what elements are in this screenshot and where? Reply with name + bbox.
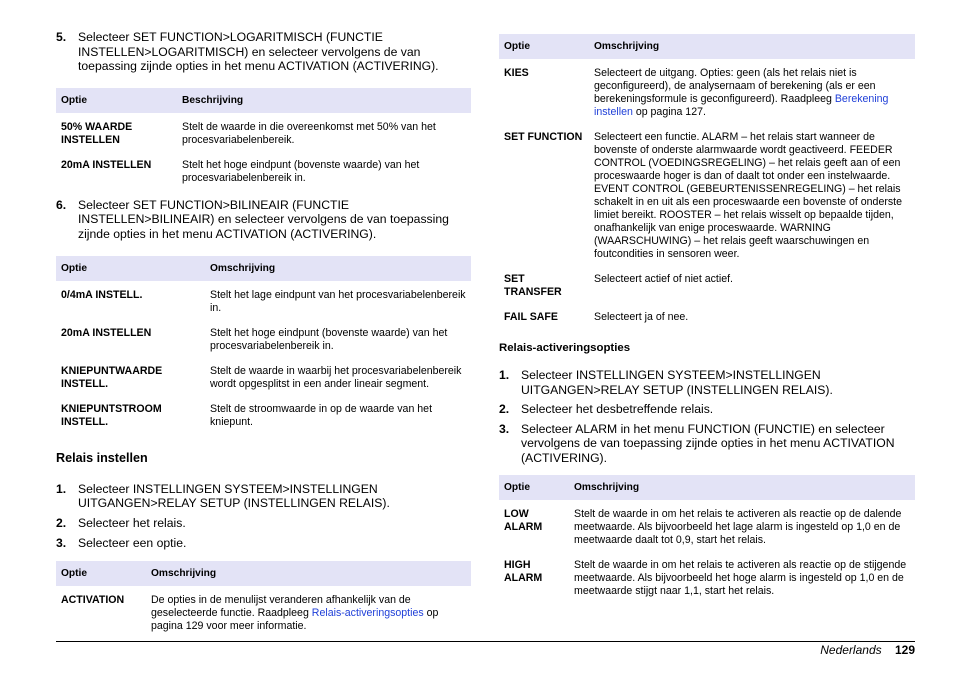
option-description: Selecteert een functie. ALARM – het relais start wanneer de bovenste of onderste alarmwaarde wordt geactiveerd. FEEDER CONTROL (VOEDINGSREGELING) – het relais geeft aan of een proceswaarde hoger is dan of daalt tot onder een instelwaarde. EVENT CONTROL (GEBEURTENISSENREGELING) – het relais schakelt in en uit als een proceswaarde een bovenste of onderste limiet bereikt. ROOSTER – het relais wisselt op bepaalde tijden, onafhankelijk van enige proceswaarde. WARNING (WAARSCHUWING) – het relais geeft waarschuwingen en foutcondities in sensoren weer. [594, 131, 903, 260]
right-column [499, 34, 915, 610]
option-description: Selecteert ja of nee. [594, 311, 689, 323]
column-header-option: Optie [56, 256, 205, 281]
calculation-setup-link[interactable]: Berekening instellen [594, 93, 889, 118]
relay-options-table [56, 561, 471, 645]
option-key: ACTIVATION [61, 593, 125, 606]
description-text: op pagina 129 voor meer informatie. [151, 606, 439, 632]
column-header-option: Optie [499, 475, 569, 500]
step-1 [56, 482, 471, 511]
footer-language: Nederlands [820, 643, 882, 657]
column-header-description: Omschrijving [146, 561, 471, 586]
step-text: Selecteer het relais. [78, 515, 186, 530]
option-key: LOW ALARM [504, 507, 543, 533]
step-3 [56, 536, 471, 551]
step-2 [499, 402, 915, 417]
step-text: Selecteer het desbetreffende relais. [521, 402, 714, 417]
page-footer [820, 643, 915, 657]
option-description: Stelt de waarde in om het relais te activeren als reactie op de dalende meetwaarde. Als bijvoorbeeld het lage alarm is ingesteld op 1,0 en de meetwaarde daalt tot 0,9, start het relais. [574, 507, 902, 546]
description-text: De opties in de menulijst veranderen afhankelijk van de geselecteerde functie. Raadpleeg [151, 593, 411, 619]
table-row [56, 365, 471, 403]
step-3 [499, 422, 915, 466]
option-description: Stelt het lage eindpunt van het procesvariabelenbereik in. [210, 288, 466, 314]
option-key: SET FUNCTION [504, 131, 583, 143]
relay-settings-table [499, 34, 915, 336]
footer-divider [56, 641, 915, 642]
step-number: 2. [499, 402, 510, 417]
step-2 [56, 516, 471, 531]
table-row [499, 500, 915, 559]
page-number: 129 [894, 643, 915, 657]
column-header-description: Beschrijving [177, 88, 471, 113]
table-row [499, 59, 915, 131]
step-number: 2. [56, 515, 67, 530]
option-description: Stelt het hoge eindpunt (bovenste waarde) van het procesvariabelenbereik in. [182, 158, 420, 184]
option-key: FAIL SAFE [504, 311, 558, 323]
option-description: Selecteert actief of niet actief. [594, 273, 733, 285]
table-row [56, 159, 471, 197]
step-number: 1. [499, 368, 510, 382]
option-key: 0/4mA INSTELL. [61, 288, 143, 301]
step-number: 3. [56, 536, 67, 551]
relay-activation-options-link[interactable]: Relais-activeringsopties [311, 606, 424, 619]
option-key: KNIEPUNTWAARDE INSTELL. [61, 364, 163, 390]
step-text: Selecteer INSTELLINGEN SYSTEEM>INSTELLINGEN UITGANGEN>RELAY SETUP (INSTELLINGEN RELAIS). [78, 481, 390, 511]
option-description: Stelt de waarde in die overeenkomst met 50% van het procesvariabelenbereik. [182, 120, 436, 146]
bilinear-options-table [56, 256, 471, 441]
option-description: Stelt de waarde in om het relais te activeren als reactie op de stijgende meetwaarde. Als bijvoorbeeld het hoge alarm is ingesteld op 1,0 en de meetwaarde stijgt naar 1,1, start het relais. [574, 558, 907, 597]
alarm-options-table [499, 475, 915, 610]
option-key: HIGH ALARM [504, 558, 543, 584]
step-6 [56, 198, 471, 242]
table-row [56, 403, 471, 441]
description-text: Selecteert de uitgang. Opties: geen (als het relais niet is geconfigureerd), de analysernaam of berekening (als er een berekeningsformule is geconfigureerd). Raadpleeg [594, 67, 876, 105]
step-text: Selecteer SET FUNCTION>BILINEAIR (FUNCTIE INSTELLEN>BILINEAIR) en selecteer vervolgens de van toepassing zijnde opties in het menu ACTIVATION (ACTIVERING). [78, 197, 449, 241]
table-row [499, 311, 915, 336]
step-number: 5. [56, 30, 67, 44]
description-text: op pagina 127. [632, 106, 706, 118]
step-text: Selecteer INSTELLINGEN SYSTEEM>INSTELLINGEN UITGANGEN>RELAY SETUP (INSTELLINGEN RELAIS). [521, 368, 833, 397]
table-row [56, 113, 471, 159]
logarithmic-options-table [56, 88, 471, 197]
column-header-option: Optie [499, 34, 589, 59]
option-key: 20mA INSTELLEN [61, 158, 152, 171]
step-number: 1. [56, 481, 67, 496]
table-row [499, 131, 915, 273]
column-header-option: Optie [56, 88, 177, 113]
step-number: 6. [56, 197, 67, 212]
option-key: KNIEPUNTSTROOM INSTELL. [61, 402, 162, 428]
option-key: 20mA INSTELLEN [61, 326, 152, 339]
option-key: KIES [504, 67, 529, 79]
option-description: Stelt het hoge eindpunt (bovenste waarde) van het procesvariabelenbereik in. [210, 326, 448, 352]
option-description: Stelt de stroomwaarde in op de waarde van het kniepunt. [210, 402, 433, 428]
option-key: SET TRANSFER [504, 273, 562, 298]
table-row [499, 273, 915, 311]
option-key: 50% WAARDE INSTELLEN [61, 120, 133, 146]
option-description [146, 586, 471, 645]
column-header-description: Omschrijving [205, 256, 471, 281]
table-row [56, 586, 471, 645]
step-text: Selecteer een optie. [78, 536, 187, 551]
step-1 [499, 368, 915, 397]
step-number: 3. [499, 421, 510, 436]
step-text: Selecteer SET FUNCTION>LOGARITMISCH (FUNCTIE INSTELLEN>LOGARITMISCH) en selecteer vervolgens de van toepassing zijnde opties in het menu ACTIVATION (ACTIVERING). [78, 30, 439, 74]
step-text: Selecteer ALARM in het menu FUNCTION (FUNCTIE) en selecteer vervolgens de van toepassing zijnde opties in het menu ACTIVATION (ACTIVERING). [521, 421, 895, 465]
table-row [499, 559, 915, 610]
option-description: Stelt de waarde in waarbij het procesvariabelenbereik wordt opgesplitst in een ander lineair segment. [210, 364, 462, 390]
column-header-option: Optie [56, 561, 146, 586]
section-title: Relais instellen [56, 450, 148, 465]
table-row [56, 281, 471, 327]
table-row [56, 327, 471, 365]
option-description [589, 59, 915, 131]
column-header-description: Omschrijving [589, 34, 915, 59]
subsection-title: Relais-activeringsopties [499, 342, 631, 354]
column-header-description: Omschrijving [569, 475, 915, 500]
left-column [56, 30, 471, 645]
step-5 [56, 30, 471, 74]
